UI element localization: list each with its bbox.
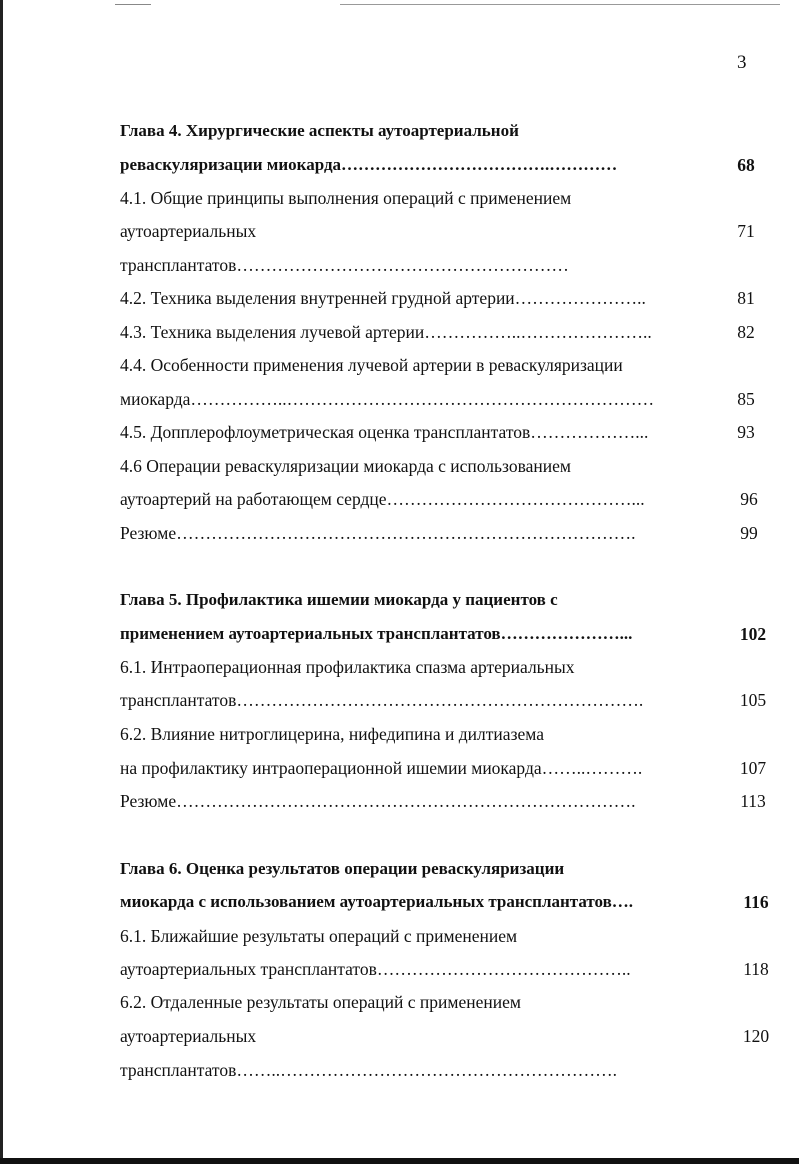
- toc-entry-summary-page: 99: [740, 523, 758, 543]
- chapter-6-title: Глава 6. Оценка результатов операции реваскуляризации: [120, 859, 565, 878]
- toc-entry-6-1: 6.1. Ближайшие результаты операций с применением: [120, 926, 518, 946]
- toc-entry-6-2: 6.2. Отдаленные результаты операций с применением: [120, 992, 521, 1012]
- scan-edge-left: [0, 0, 3, 1164]
- toc-entry-4-2: 4.2. Техника выделения внутренней грудной артерии…………………..: [120, 288, 646, 308]
- toc-entry-4-3: 4.3. Техника выделения лучевой артерии……………..…………………..: [120, 322, 652, 342]
- toc-entry-4-5: 4.5. Допплерофлоуметрическая оценка трансплантатов………………...: [120, 422, 649, 442]
- toc-entry-4-4: 4.4. Особенности применения лучевой артерии в реваскуляризации: [120, 355, 623, 375]
- toc-entry-6-2: 6.2. Влияние нитроглицерина, нифедипина и дилтиазема: [120, 724, 544, 744]
- toc-entry-4-1: 4.1. Общие принципы выполнения операций с применением: [120, 188, 572, 208]
- chapter-6-page: 116: [743, 892, 769, 912]
- toc-entry-6-2-cont: аутоартериальных: [120, 1026, 257, 1046]
- toc-entry-4-5-page: 93: [737, 422, 755, 442]
- chapter-6-title-cont: миокарда с использованием аутоартериальных трансплантатов….: [120, 892, 634, 911]
- toc-entry-4-6: 4.6 Операции реваскуляризации миокарда с использованием: [120, 456, 571, 476]
- toc-entry-4-6-page: 96: [740, 489, 758, 509]
- toc-entry-6-1-cont: трансплантатов…………………………………………………………….: [120, 690, 644, 710]
- toc-entry-summary: Резюме…………………………………………………………………….: [120, 523, 636, 543]
- chapter-4-title: Глава 4. Хирургические аспекты аутоартериальной: [120, 121, 519, 140]
- toc-entry-6-1-page: 118: [743, 959, 769, 979]
- toc-entry-summary: Резюме…………………………………………………………………….: [120, 791, 636, 811]
- toc-entry-summary-page: 113: [740, 791, 766, 811]
- toc-entry-4-4-page: 85: [737, 389, 755, 409]
- toc-entry-4-1-cont: аутоартериальных: [120, 221, 257, 241]
- toc-entry-4-3-page: 82: [737, 322, 755, 342]
- chapter-5-title: Глава 5. Профилактика ишемии миокарда у пациентов с: [120, 590, 558, 609]
- toc-entry-6-2-cont: на профилактику интраоперационной ишемии миокарда……..……….: [120, 758, 643, 778]
- chapter-4-page: 68: [737, 155, 755, 175]
- chapter-5-page: 102: [739, 624, 767, 644]
- toc-entry-6-2-page: 120: [742, 1026, 770, 1046]
- toc-entry-6-1-page: 105: [739, 690, 767, 710]
- toc-entry-6-2-cont: трансплантатов……..………………………………………………….: [120, 1060, 617, 1080]
- chapter-5-title-cont: применением аутоартериальных трансплантатов…………………...: [120, 624, 633, 643]
- toc-entry-4-4-cont: миокарда……………..………………………………………………………: [120, 389, 655, 409]
- toc-entry-6-1: 6.1. Интраоперационная профилактика спазма артериальных: [120, 657, 575, 677]
- page-number: 3: [737, 52, 747, 73]
- toc-entry-4-6-cont: аутоартерий на работающем сердце……………………………………...: [120, 489, 645, 509]
- scan-mark-top: [340, 4, 780, 5]
- toc-entry-6-1-cont: аутоартериальных трансплантатов……………………………………..: [120, 959, 631, 979]
- chapter-4-title-cont: реваскуляризации миокарда……………………………….…………: [120, 155, 618, 174]
- toc-entry-4-1-cont: трансплантатов…………………………………………………: [120, 255, 569, 275]
- scan-edge-bottom: [0, 1158, 799, 1164]
- toc-entry-4-2-page: 81: [737, 288, 755, 308]
- scan-mark-top: [115, 4, 151, 5]
- toc-entry-6-2-page: 107: [739, 758, 767, 778]
- toc-entry-4-1-page: 71: [737, 221, 755, 241]
